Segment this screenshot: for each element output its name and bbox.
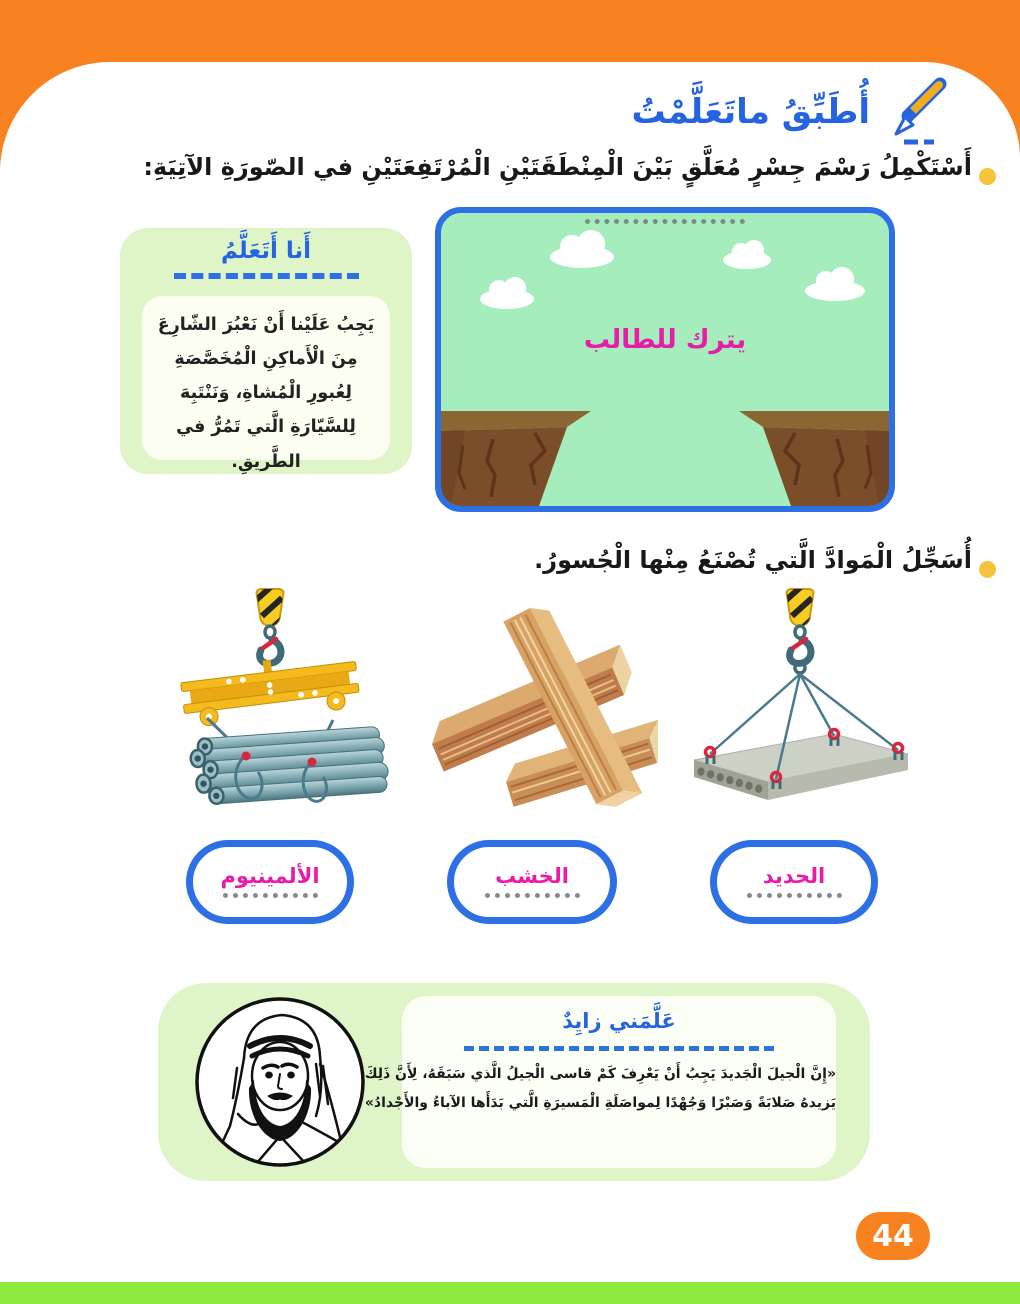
- paintbrush-icon: [878, 76, 950, 154]
- i-learn-dashed-line: [174, 273, 359, 279]
- concrete-slab-crane-illustration: [676, 586, 924, 826]
- crane-hook-icon: [254, 586, 290, 663]
- i-learn-title: أَنا أَتَعَلَّمُ: [220, 238, 312, 264]
- zayed-quote-card: [364, 996, 836, 1168]
- task1-bullet: [979, 168, 996, 185]
- zayed-dashed-line: [464, 1046, 774, 1051]
- cliffs-scene-illustration: [441, 213, 889, 506]
- i-learn-box: [120, 228, 412, 474]
- task2-text: أُسَجِّلُ الْمَوادَّ الَّتي تُصْنَعُ مِنْها الْجُسورُ.: [534, 546, 972, 574]
- task1-text: أَسْتَكْمِلُ رَسْمَ جِسْرٍ مُعَلَّقٍ بَيْنَ الْمِنْطَقَتَيْنِ الْمُرْتَفِعَتَيْنِ في الصّورَةِ الآتِيَةِ:: [143, 153, 972, 181]
- task2-bullet: [979, 561, 996, 578]
- page-title: أُطَبِّقُ ماتَعَلَّمْتُ: [631, 92, 870, 132]
- right-cliff: [739, 411, 889, 506]
- material-label: الألمينيوم: [220, 864, 320, 888]
- top-orange-bar: [0, 0, 1020, 62]
- metal-pipes-crane-illustration: [150, 586, 390, 824]
- left-for-student-label: يترك للطالب: [583, 325, 747, 355]
- concrete-slab: [694, 734, 908, 800]
- i-learn-body-text: يَجِبُ عَلَيْنا أَنْ نَعْبُرَ الشّارِعَ مِنَ الْأَماكِنِ الْمُخَصَّصَةِ لِعُبورِ الْمُشاةِ، وَنَنْتَبِهَ لِلسَّيّارَةِ الَّتي تَمُرُّ في الطَّريقِ.: [157, 315, 375, 472]
- answer-dotted-line: [747, 893, 842, 898]
- answer-dotted-line: [485, 893, 580, 898]
- wooden-beams-illustration: [418, 586, 658, 824]
- zayed-quote-line2: يَزيدهُ صَلابَةً وَصَبْرًا وَجُهْدًا لِمواصَلَةِ الْمَسيرَةِ الَّتي بَدَأَها الآباءُ والأَجْدادُ»: [364, 1095, 836, 1111]
- sheikh-zayed-portrait: [192, 994, 368, 1170]
- bottom-green-bar: [0, 1282, 1020, 1304]
- crane-hook-icon: [784, 586, 820, 663]
- zayed-quote-line1: «إِنَّ الْجيلَ الْجَديدَ يَجِبُ أَنْ يَعْرِفَ كَمْ قاسى الْجيلُ الَّذي سَبَقَهُ، لِأَنَّ ذَلِكَ: [364, 1066, 836, 1082]
- material-label: الحديد: [762, 864, 826, 888]
- pipe-bundle: [189, 726, 389, 806]
- material-label: الخشب: [495, 864, 569, 888]
- answer-oval-wood[interactable]: [447, 840, 617, 924]
- spreader-beam: [179, 649, 361, 728]
- zayed-quote-box: [158, 983, 870, 1181]
- cloud-icon: [480, 230, 865, 309]
- left-cliff: [441, 411, 591, 506]
- page-number-badge: 44: [856, 1212, 930, 1260]
- bridge-drawing-area[interactable]: [435, 207, 895, 512]
- answer-oval-aluminium[interactable]: [186, 840, 354, 924]
- answer-oval-iron[interactable]: [710, 840, 878, 924]
- i-learn-inner-card: [142, 296, 390, 472]
- answer-dotted-line: [223, 893, 318, 898]
- zayed-title: عَلَّمَني زايِدٌ: [562, 1009, 676, 1033]
